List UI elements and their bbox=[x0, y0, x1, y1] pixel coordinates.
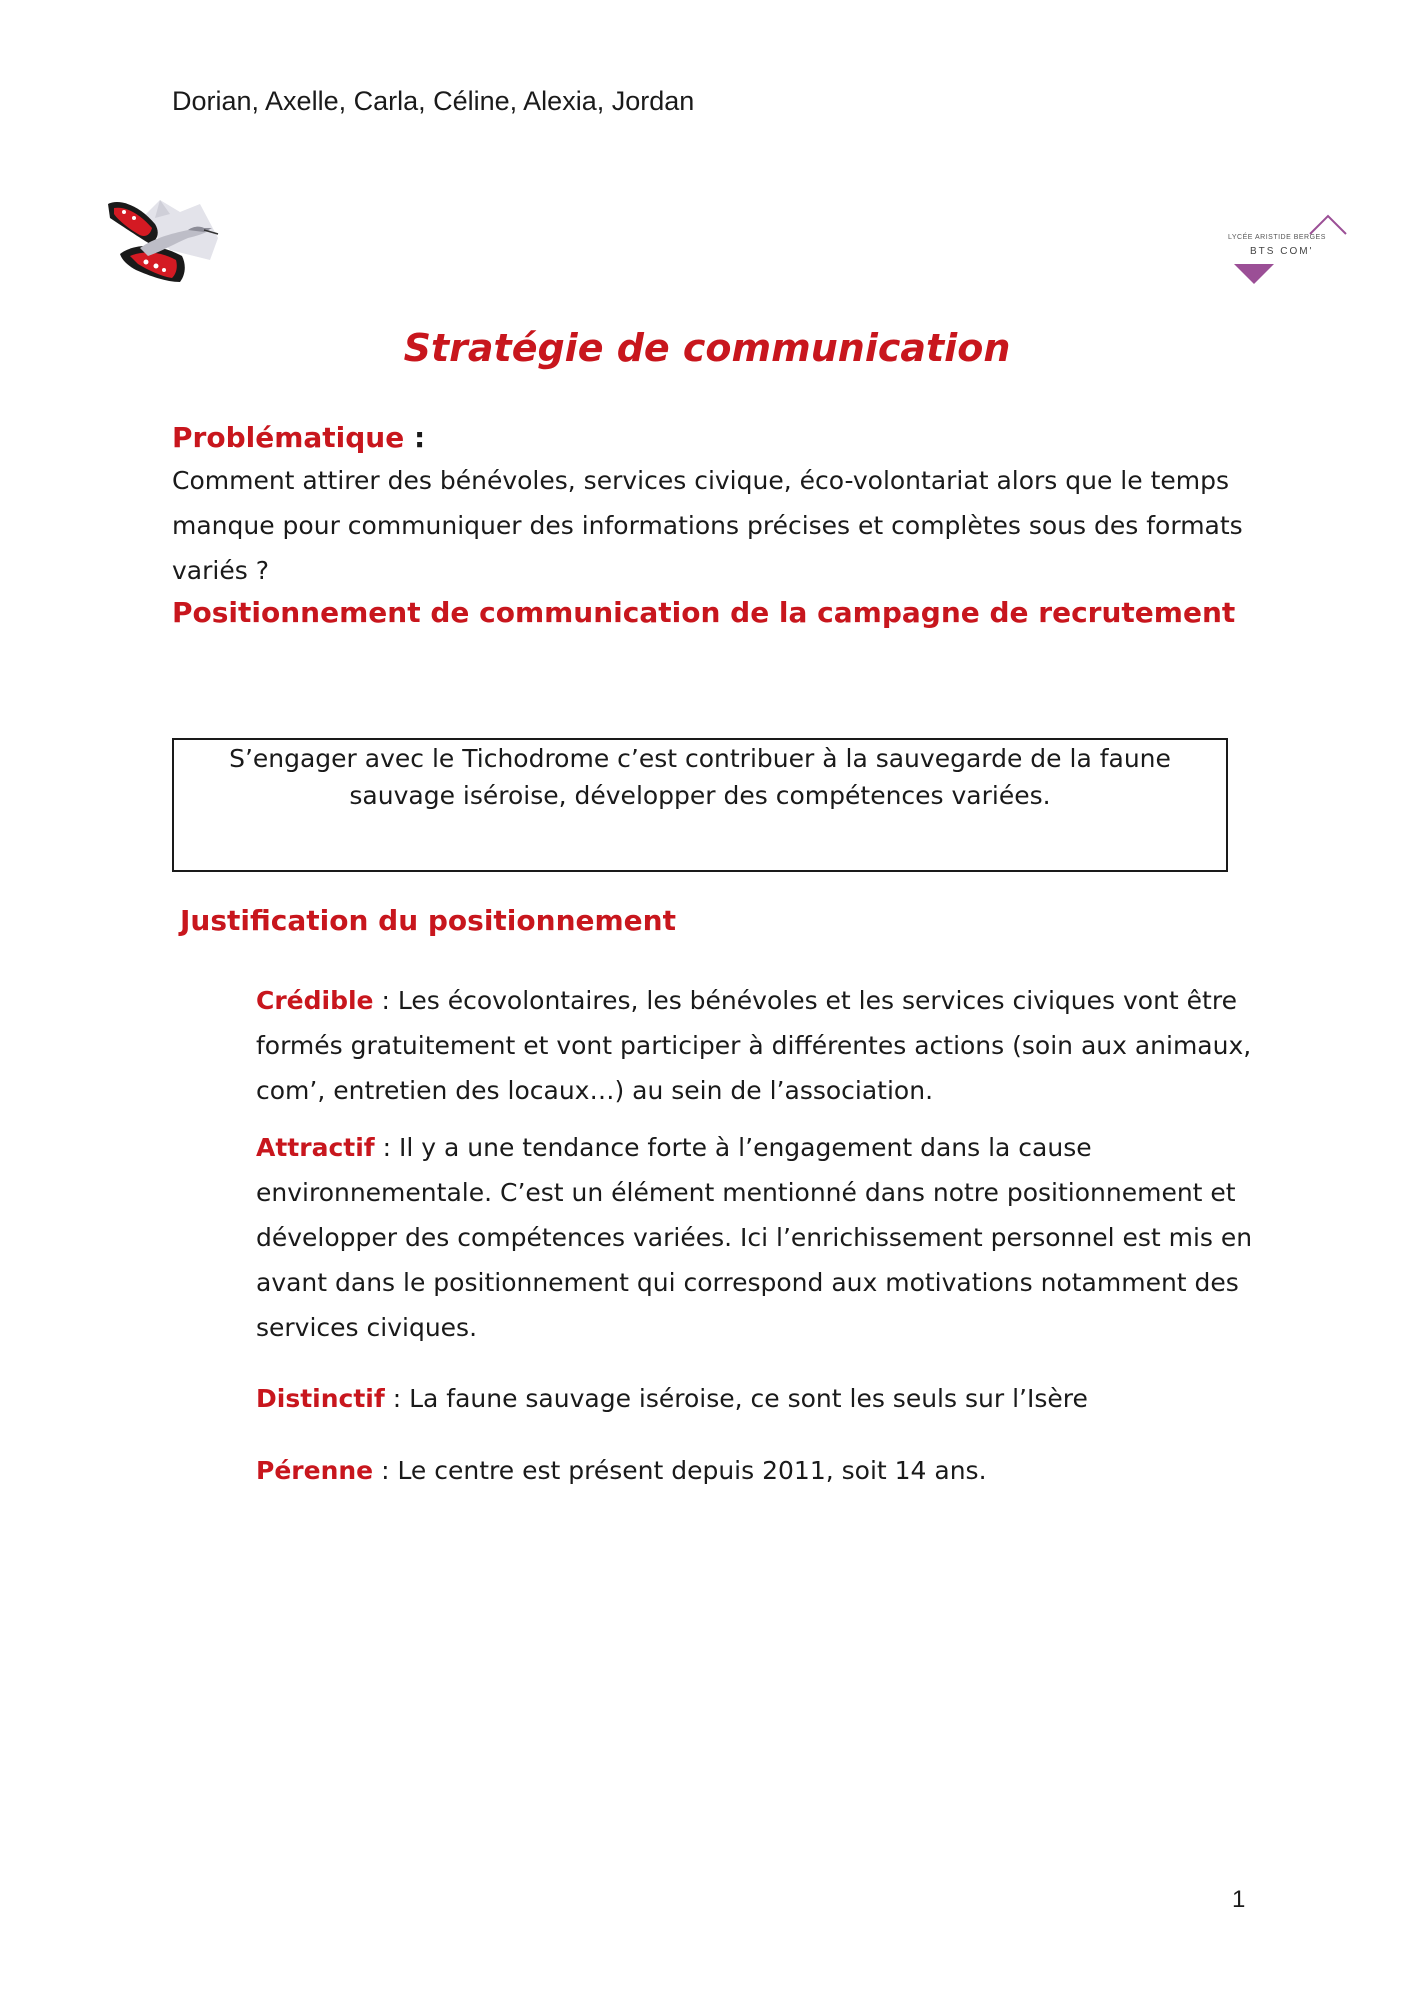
item-label: Distinctif bbox=[256, 1384, 385, 1413]
justification-item-attractif bbox=[256, 1125, 1266, 1350]
positionnement-statement: S’engager avec le Tichodrome c’est contribuer à la sauvegarde de la faune sauvage iséroise, développer des compétences variées. bbox=[229, 744, 1171, 810]
item-label: Crédible bbox=[256, 986, 374, 1015]
justification-item-credible bbox=[256, 978, 1266, 1113]
problematique-section bbox=[172, 418, 1272, 633]
bird-icon bbox=[100, 190, 220, 290]
problematique-text: Comment attirer des bénévoles, services civique, éco-volontariat alors que le temps manque pour communiquer des informations précises et complètes sous des formats variés ? bbox=[172, 466, 1243, 585]
bts-com-logo bbox=[1228, 212, 1348, 292]
program-name: BTS COM' bbox=[1250, 246, 1314, 257]
item-label: Pérenne bbox=[256, 1456, 374, 1485]
positionnement-heading: Positionnement de communication de la campagne de recrutement bbox=[172, 596, 1236, 629]
justification-item-distinctif bbox=[256, 1376, 1266, 1421]
item-text: : La faune sauvage iséroise, ce sont les seuls sur l’Isère bbox=[384, 1384, 1088, 1413]
justification-heading: Justification du positionnement bbox=[180, 904, 676, 937]
justification-item-perenne bbox=[256, 1448, 1266, 1493]
problematique-heading-line bbox=[172, 418, 1272, 458]
page-number: 1 bbox=[1232, 1886, 1246, 1913]
page-title: Stratégie de communication bbox=[403, 326, 1011, 370]
item-text: : Il y a une tendance forte à l’engagement dans la cause environnementale. C’est un élément mentionné dans notre positionnement et développer des compétences variées. Ici l’enrichissement personnel est mis en avant dans le positionnement qui correspond aux motivations notamment des services civiques. bbox=[256, 1133, 1253, 1342]
item-text: : Les écovolontaires, les bénévoles et les services civiques vont être formés gratuitement et vont participer à différentes actions (soin aux animaux, com’, entretien des locaux…) au sein de l’association. bbox=[256, 986, 1252, 1105]
tichodrome-logo bbox=[100, 190, 220, 290]
positionnement-statement-box bbox=[172, 738, 1228, 872]
authors-line: Dorian, Axelle, Carla, Céline, Alexia, Jordan bbox=[172, 86, 695, 116]
problematique-colon: : bbox=[404, 421, 426, 454]
item-label: Attractif bbox=[256, 1133, 375, 1162]
problematique-heading: Problématique bbox=[172, 421, 405, 454]
item-text: : Le centre est présent depuis 2011, soit 14 ans. bbox=[373, 1456, 987, 1485]
school-name: LYCÉE ARISTIDE BERGES bbox=[1228, 234, 1326, 241]
